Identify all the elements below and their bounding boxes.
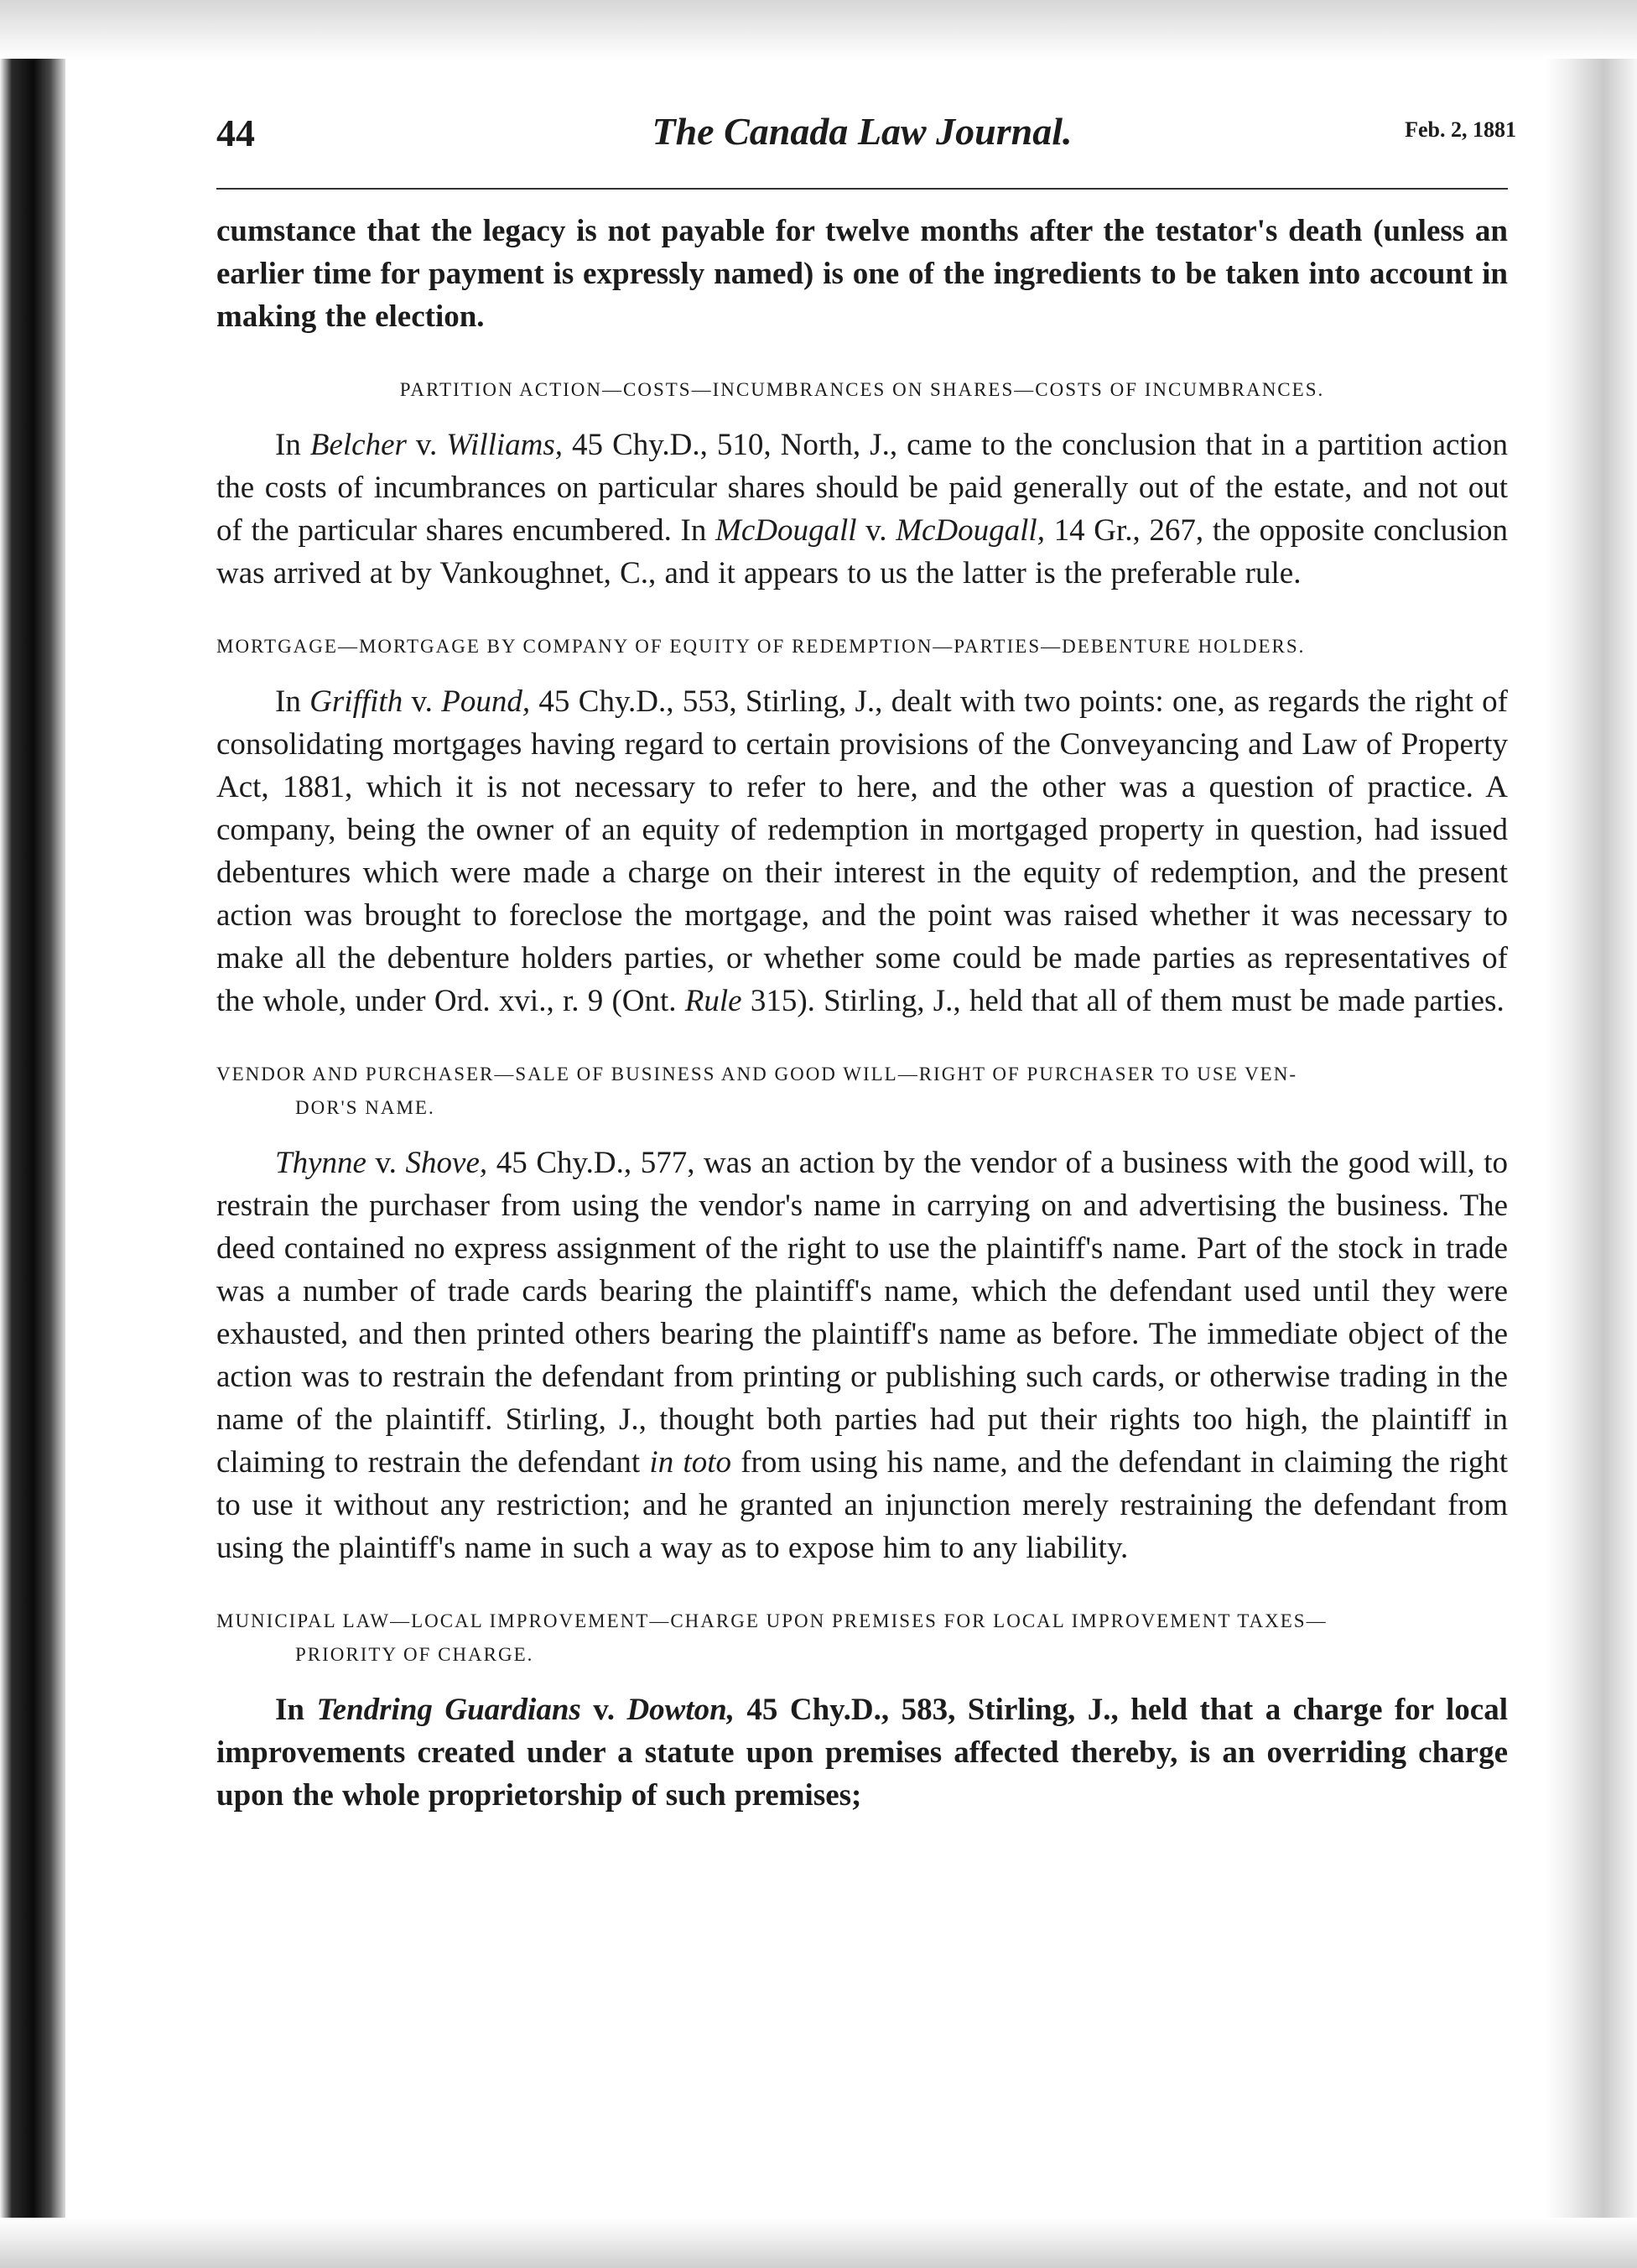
paragraph-belcher-v-williams <box>216 424 1508 595</box>
case-name: Dowton, <box>626 1693 735 1727</box>
text-run: In <box>275 684 310 719</box>
text-run: v. <box>580 1693 627 1727</box>
case-name: Tendring Guardians <box>316 1693 581 1727</box>
issue-date: Feb. 2, 1881 <box>1405 117 1516 142</box>
section-heading-partition: PARTITION ACTION—COSTS—INCUMBRANCES ON SHARES—COSTS OF INCUMBRANCES. <box>399 379 1325 400</box>
heading-line: MUNICIPAL LAW—LOCAL IMPROVEMENT—CHARGE UPON PREMISES FOR LOCAL IMPROVEMENT TAXES— <box>216 1610 1328 1631</box>
case-name: McDougall, <box>896 513 1045 548</box>
heading-line: PRIORITY OF CHARGE. <box>295 1644 534 1665</box>
heading-line: DOR'S NAME. <box>295 1097 435 1118</box>
journal-page <box>216 102 1516 1817</box>
text-run: In <box>275 1693 317 1727</box>
text-run: 45 Chy.D., 553, Stirling, J., dealt with two points: one, as regards the right of consolidating mortgages having regard to certain provisions of the Conveyancing and Law of Property Act, 1881, which it is not necessary to refer to here, and the other was a question of practice. A company, being the owner of an equity of redemption in mortgaged property in question, had issued debentures which were made a charge on their interest in the equity of redemption, and the present action was brought to foreclose the mortgage, and the point was raised whether it was necessary to make all the debenture holders parties, or whether some could be made parties as representatives of the whole, under Ord. xvi., r. 9 (Ont. <box>216 684 1509 1018</box>
case-name: Thynne <box>275 1146 366 1180</box>
text-run: 45 Chy.D., 583, Stirling, J., held that a charge for local improvements created under a statute upon premises affected thereby, is an overriding charge upon the whole proprietorship of such premises; <box>216 1693 1508 1813</box>
italic-text: in toto <box>649 1445 731 1480</box>
case-name: Griffith <box>309 684 403 719</box>
scan-edge-left <box>0 0 65 2268</box>
text-run: from using his name, and the defendant in claiming the right to use it without any restriction; and he granted an injunction merely restraining the defendant from using the plaintiff's name in such a way as to expose him to any liability. <box>216 1445 1509 1565</box>
case-name: Williams, <box>446 428 564 462</box>
text-run: v. <box>856 513 896 548</box>
paragraph-thynne-v-shove <box>216 1142 1508 1569</box>
header-rule <box>216 188 1508 190</box>
case-name: Shove, <box>405 1146 488 1180</box>
text-run: 45 Chy.D., 577, was an action by the vendor of a business with the good will, to restrain the purchaser from using the vendor's name in carrying on and advertising the business. The deed contained no express assignment of the right to use the plaintiff's name. Part of the stock in trade was a number of trade cards bearing the plaintiff's name, which the defendant used until they were exhausted, and then printed others bearing the plaintiff's name as before. The immediate object of the action was to restrain the defendant from printing or publishing such cards, or otherwise trading in the name of the plaintiff. Stirling, J., thought both parties had put their rights too high, the plaintiff in claiming to restrain the defendant <box>216 1146 1508 1480</box>
text-run: 45 Chy.D., 510, North, J., came to the conclusion that in a partition action the costs of incumbrances on particular shares should be paid generally out of the estate, and not out of the particular shares encumbered. In <box>216 428 1508 548</box>
scan-edge-bottom <box>0 2218 1637 2268</box>
italic-text: Rule <box>684 984 742 1018</box>
section-heading-vendor <box>216 1058 1508 1125</box>
paragraph-griffith-v-pound <box>216 680 1508 1022</box>
journal-title: The Canada Law Journal. <box>652 110 1073 153</box>
case-name: Pound, <box>441 684 531 719</box>
page-number: 44 <box>216 112 255 154</box>
heading-line: VENDOR AND PURCHASER—SALE OF BUSINESS AND GOOD WILL—RIGHT OF PURCHASER TO USE VEN- <box>216 1064 1298 1085</box>
case-name: Belcher <box>309 428 407 462</box>
text-run: 315). Stirling, J., held that all of them must be made parties. <box>741 984 1504 1018</box>
text-run: v. <box>366 1146 406 1180</box>
section-heading-mortgage: MORTGAGE—MORTGAGE BY COMPANY OF EQUITY OF REDEMPTION—PARTIES—DEBENTURE HOLDERS. <box>216 636 1306 657</box>
section-heading-municipal <box>216 1605 1508 1672</box>
text-run: v. <box>403 684 442 719</box>
paragraph-tendring-v-dowton <box>216 1688 1508 1817</box>
case-name: McDougall <box>715 513 857 548</box>
scan-edge-top <box>0 0 1637 59</box>
continued-paragraph: cumstance that the legacy is not payable for twelve months after the testator's death (unless an earlier time for payment is expressly named) is one of the ingredients to be taken into account in making the election. <box>216 214 1508 334</box>
scan-edge-right <box>1545 0 1637 2268</box>
text-run: v. <box>406 428 447 462</box>
text-run: In <box>275 428 310 462</box>
text-run: 14 Gr., 267, the opposite conclusion was arrived at by Vankoughnet, C., and it appears to us the latter is the preferable rule. <box>216 513 1508 590</box>
running-head <box>216 102 1516 161</box>
